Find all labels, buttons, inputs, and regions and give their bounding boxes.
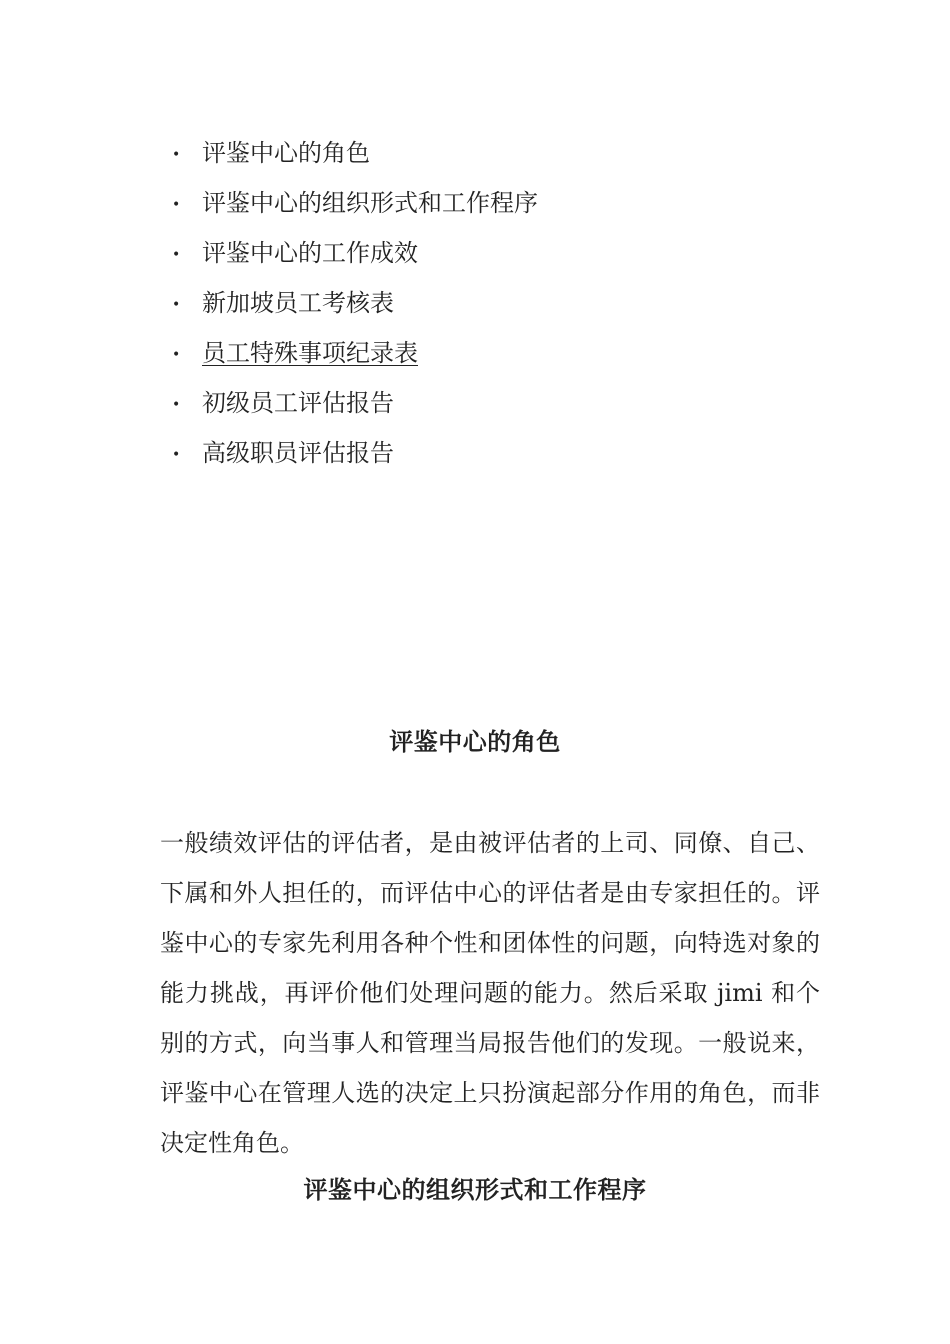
bullet-icon: • <box>172 147 181 163</box>
bullet-icon: • <box>172 447 181 463</box>
toc-item-label: 评鉴中心的组织形式和工作程序 <box>202 189 538 217</box>
toc-item-label: 新加坡员工考核表 <box>202 289 394 317</box>
toc-item-role[interactable] <box>166 130 538 180</box>
toc-item-link[interactable]: 员工特殊事项纪录表 <box>202 339 418 367</box>
section-heading: 评鉴中心的角色 <box>389 727 561 756</box>
toc-item-label: 评鉴中心的工作成效 <box>202 239 418 267</box>
toc-item-label: 初级员工评估报告 <box>202 389 394 417</box>
section-heading: 评鉴中心的组织形式和工作程序 <box>303 1175 647 1204</box>
toc-item-special-events[interactable] <box>166 330 538 380</box>
toc-item-organization[interactable] <box>166 180 538 230</box>
bullet-icon: • <box>172 297 181 313</box>
toc-item-label: 评鉴中心的角色 <box>202 139 370 167</box>
bullet-icon: • <box>172 347 181 363</box>
toc-item-singapore-form[interactable] <box>166 280 538 330</box>
toc-item-label: 高级职员评估报告 <box>202 439 394 467</box>
section-body: 一般绩效评估的评估者，是由被评估者的上司、同僚、自己、下属和外人担任的，而评估中心的评估者是由专家担任的。评鉴中心的专家先利用各种个性和团体性的问题，向特选对象的能力挑战，再评价他们处理问题的能力。然后采取 jimi 和个别的方式，向当事人和管理当局报告他们的发现。一般说来，评鉴中心在管理人选的决定上只扮演起部分作用的角色，而非决定性角色。 <box>160 829 820 1157</box>
table-of-contents <box>166 130 538 480</box>
bullet-icon: • <box>172 397 181 413</box>
toc-item-senior-report[interactable] <box>166 430 538 480</box>
toc-item-junior-report[interactable] <box>166 380 538 430</box>
toc-item-effectiveness[interactable] <box>166 230 538 280</box>
bullet-icon: • <box>172 197 181 213</box>
bullet-icon: • <box>172 247 181 263</box>
